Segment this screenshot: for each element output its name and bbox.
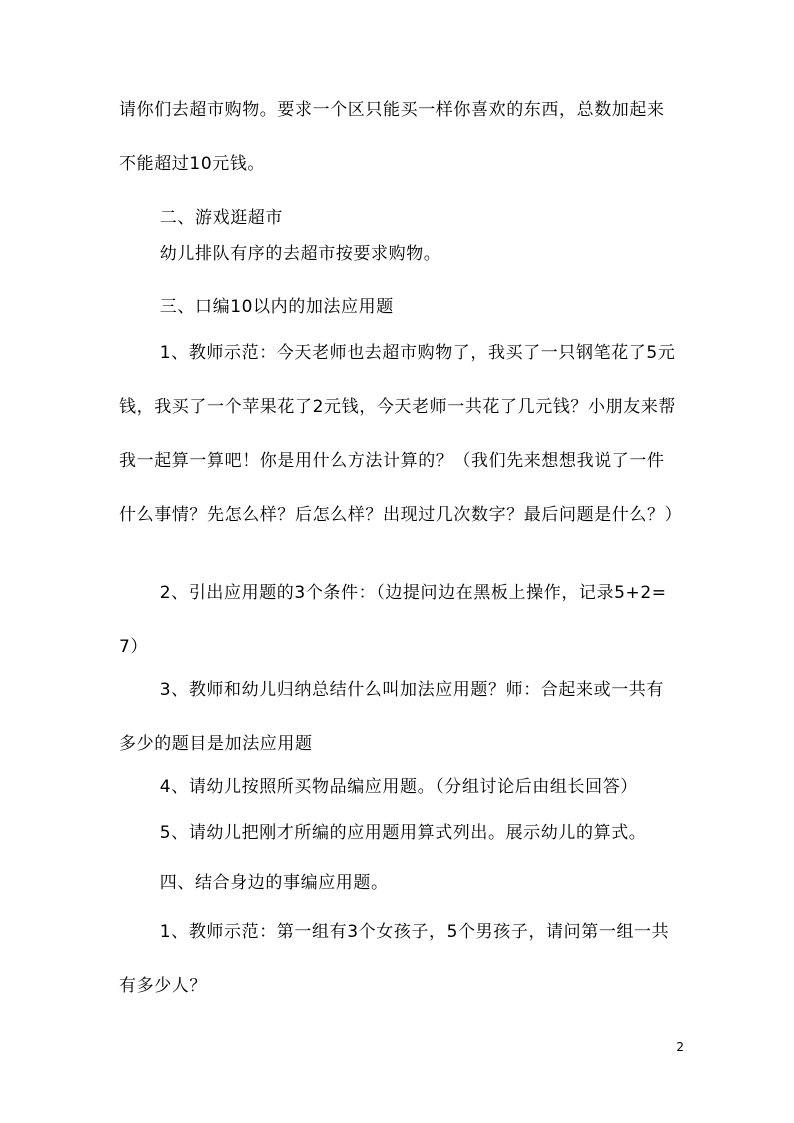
paragraph-group-example: 1、教师示范：第一组有3个女孩子，5个男孩子，请问第一组一共有多少人？ (119, 922, 670, 996)
paragraph-queue-shopping: 幼儿排队有序的去超市按要求购物。 (159, 244, 442, 264)
heading-section-4: 四、结合身边的事编应用题。 (159, 873, 389, 893)
paragraph-teacher-demo: 1、教师示范：今天老师也去超市购物了，我买了一只钢笔花了5元钱，我买了一个苹果花了2元钱，今天老师一共花了几元钱？小朋友来帮我一起算一算吧！你是用什么方法计算的？（我们先来想想我说了一件什么事情？先怎么样？后怎么样？出现过几次数字？最后问题是什么？） (119, 343, 683, 525)
paragraph-make-problems: 4、请幼儿按照所买物品编应用题。（分组讨论后由组长回答） (159, 777, 638, 797)
heading-section-3: 三、口编10以内的加法应用题 (159, 297, 394, 317)
paragraph-write-equations: 5、请幼儿把刚才所编的应用题用算式列出。展示幼儿的算式。 (159, 823, 647, 843)
paragraph-summary: 3、教师和幼儿归纳总结什么叫加法应用题？师：合起来或一共有多少的题目是加法应用题 (119, 680, 665, 754)
page-number: 2 (676, 1040, 684, 1054)
paragraph-shopping-rules: 请你们去超市购物。要求一个区只能买一样你喜欢的东西，总数加起来不能超过10元钱。 (119, 100, 665, 174)
paragraph-three-conditions: 2、引出应用题的3个条件：（边提问边在黑板上操作，记录5+2=7） (119, 583, 667, 657)
heading-section-2: 二、游戏逛超市 (159, 208, 283, 228)
